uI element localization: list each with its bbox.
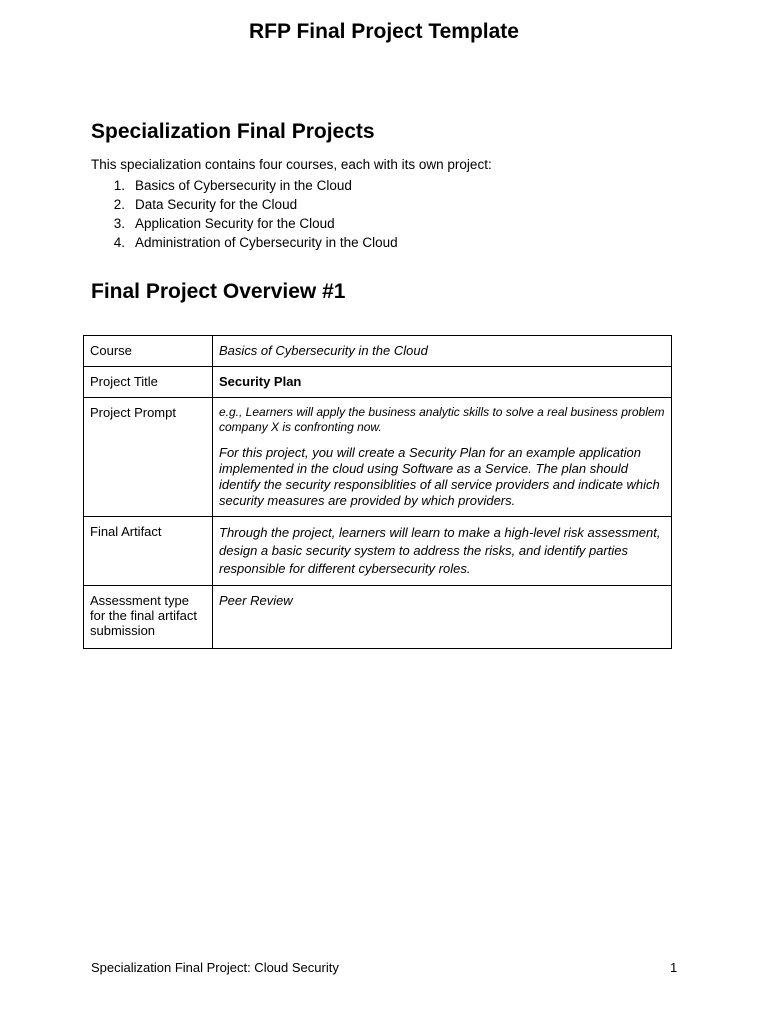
specialization-intro: This specialization contains four courses, each with its own project: (91, 157, 492, 172)
table-row (84, 586, 672, 649)
course-label: Course (84, 336, 213, 367)
course-value: Basics of Cybersecurity in the Cloud (213, 336, 672, 367)
assessment-type-value: Peer Review (213, 586, 672, 649)
final-artifact-label: Final Artifact (84, 517, 213, 586)
course-list (91, 176, 398, 252)
table-row (84, 367, 672, 398)
footer-text: Specialization Final Project: Cloud Security (91, 960, 339, 975)
project-overview-table (83, 335, 672, 649)
page-number: 1 (670, 960, 678, 975)
table-row (84, 398, 672, 517)
table-row (84, 336, 672, 367)
list-item: 2. Data Security for the Cloud (113, 197, 298, 212)
overview-heading: Final Project Overview #1 (91, 280, 346, 303)
list-item: 4. Administration of Cybersecurity in the Cloud (113, 235, 398, 250)
final-artifact-value: Through the project, learners will learn to make a high-level risk assessment, design a basic security system to address the risks, and identify parties responsible for different cybersecurity roles. (213, 517, 672, 586)
project-prompt-label: Project Prompt (84, 398, 213, 517)
prompt-example: e.g., Learners will apply the business analytic skills to solve a real business problem company X is confronting now. (219, 405, 665, 434)
list-item: 1. Basics of Cybersecurity in the Cloud (113, 178, 352, 193)
document-title: RFP Final Project Template (249, 20, 519, 43)
specialization-heading: Specialization Final Projects (91, 120, 375, 143)
prompt-text: For this project, you will create a Security Plan for an example application implemented in the cloud using Software as a Service. The plan should identify the security responsiblities of all service providers and indicate which security measures are provided by which providers. (219, 445, 660, 508)
project-title-label: Project Title (84, 367, 213, 398)
list-item: 3. Application Security for the Cloud (113, 216, 335, 231)
table-row (84, 517, 672, 586)
assessment-type-label: Assessment type for the final artifact submission (84, 586, 213, 649)
project-prompt-cell (213, 398, 672, 517)
project-title-value: Security Plan (213, 367, 672, 398)
